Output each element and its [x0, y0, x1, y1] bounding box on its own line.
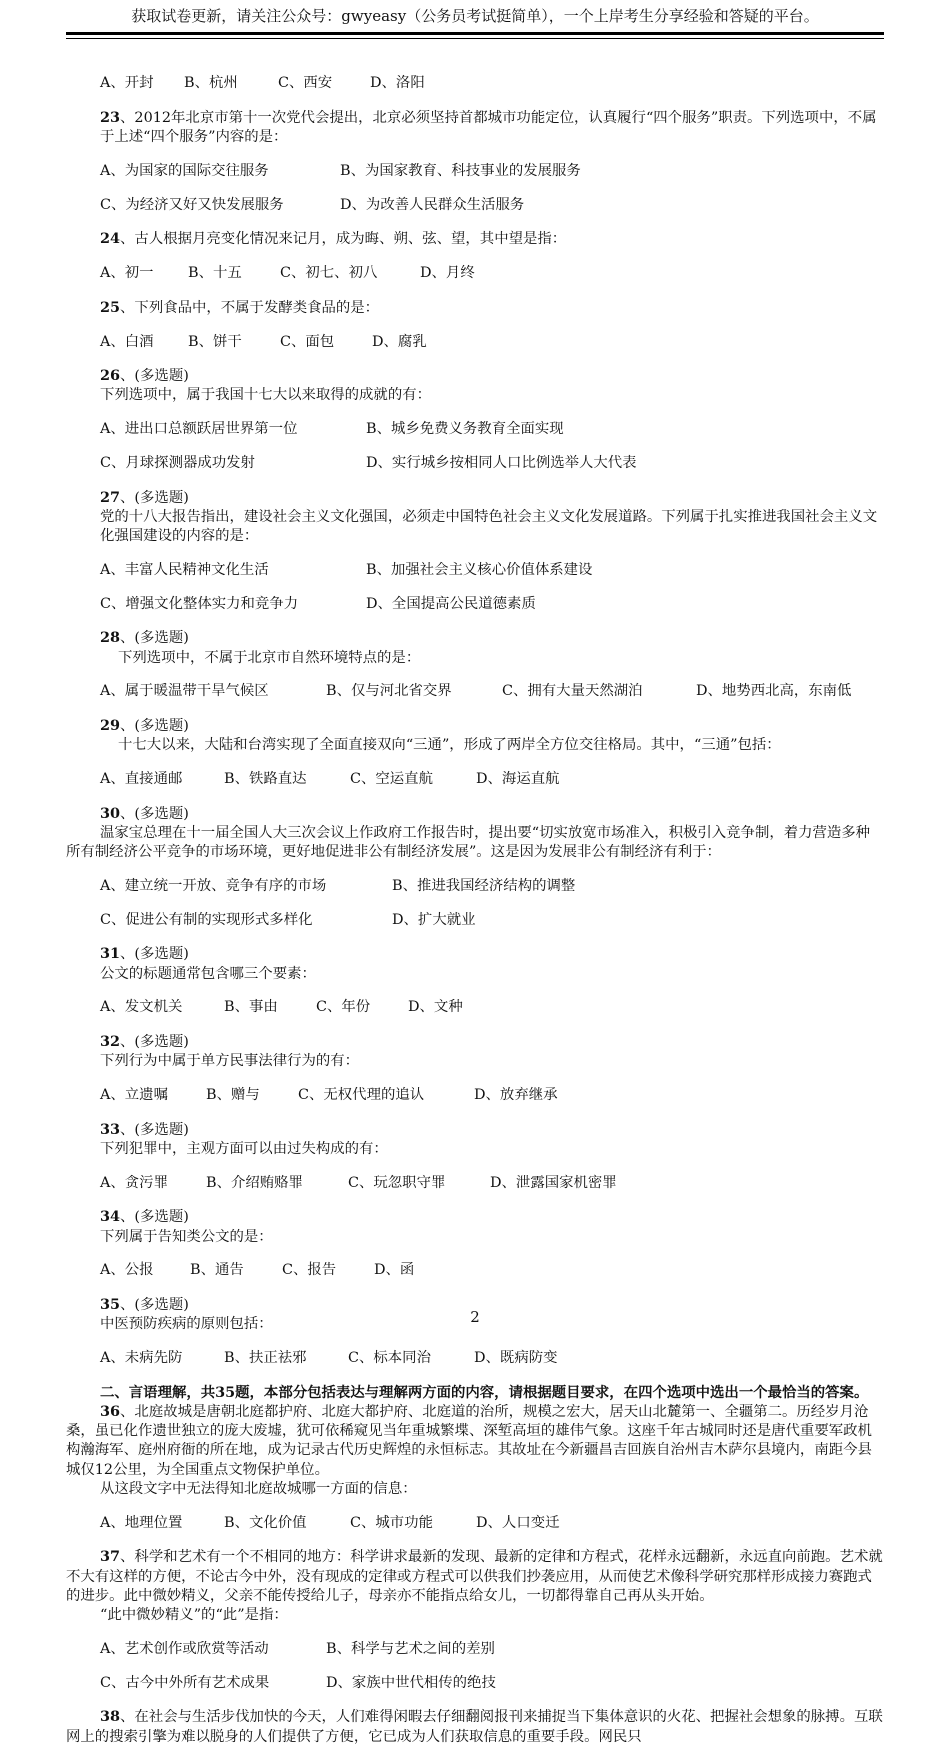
question-number: 28: [100, 629, 121, 647]
question-type: 、(多选题): [120, 1121, 189, 1138]
option: D、扩大就业: [392, 911, 476, 928]
option: A、公报: [100, 1262, 154, 1279]
option: D、为改善人民群众生活服务: [340, 196, 525, 213]
question-number: 38: [100, 1708, 121, 1726]
question-type: 、(多选题): [120, 489, 189, 506]
option: C、年份: [316, 999, 371, 1016]
question-37-prompt: “此中微妙精义”的“此”是指：: [100, 1607, 288, 1624]
question-26-header: [66, 366, 884, 386]
question-27-text: 党的十八大报告指出，建设社会主义文化强国，必须走中国特色社会主义文化发展道路。下列属于扎实推进我国社会主义文化强国建设的内容的是：: [100, 508, 878, 545]
option: C、空运直航: [350, 770, 433, 787]
options-q24: [66, 264, 884, 283]
option: A、地理位置: [100, 1514, 183, 1531]
option: B、科学与艺术之间的差别: [326, 1641, 495, 1657]
option: C、为经济又好又快发展服务: [100, 196, 284, 213]
question-37: [66, 1547, 884, 1606]
question-33-header: [66, 1120, 884, 1140]
question-number: 25: [100, 298, 121, 316]
question-31-text: 公文的标题通常包含哪三个要素：: [100, 965, 316, 982]
question-33-text: 下列犯罪中，主观方面可以由过失构成的有：: [100, 1140, 388, 1157]
option: A、开封: [100, 75, 154, 92]
question-number: 37: [100, 1548, 121, 1566]
option: A、属于暖温带干旱气候区: [100, 683, 269, 700]
option: B、为国家教育、科技事业的发展服务: [340, 163, 581, 180]
question-passage: 、科学和艺术有一个不相同的地方：科学讲求最新的发现、最新的定律和方程式，花样永远翻新，永远直向前跑。艺术就不大有这样的方便，不论古今中外，没有现成的定律或方程式可以供我们抄袭应用，从而使艺术像科学研究那样形成接力赛跑式的进步。此中微妙精义，父亲不能传授给儿子，母亲亦不能指点给女儿，一切都得靠自己再从头开始。: [66, 1549, 883, 1605]
question-30-header: [66, 804, 884, 824]
question-27-header: [66, 488, 884, 508]
options-q37-row2: [66, 1674, 884, 1693]
option: D、地势西北高，东南低: [696, 683, 852, 700]
option: A、贪污罪: [100, 1174, 168, 1191]
options-q26-row1: [66, 420, 884, 439]
option: B、城乡免费义务教育全面实现: [366, 421, 564, 438]
header-rule-thick: [66, 32, 884, 35]
option: D、放弃继承: [474, 1086, 558, 1103]
question-type: 、(多选题): [120, 946, 189, 963]
option: A、未病先防: [100, 1349, 183, 1366]
option: A、建立统一开放、竞争有序的市场: [100, 877, 327, 894]
question-number: 31: [100, 945, 121, 963]
option: C、月球探测器成功发射: [100, 454, 255, 471]
option: B、加强社会主义核心价值体系建设: [366, 561, 593, 578]
option: D、既病防变: [474, 1349, 558, 1366]
option: C、西安: [278, 75, 333, 92]
question-25: [66, 298, 884, 318]
question-30-text: 温家宝总理在十一届全国人大三次会议上作政府工作报告时，提出要“切实放宽市场准入，积极引入竞争制，着力营造多种所有制经济公平竞争的市场环境，更好地促进非公有制经济发展”。这是因为发展非公有制经济有利于：: [66, 824, 871, 861]
option: C、古今中外所有艺术成果: [100, 1674, 270, 1691]
question-number: 36: [100, 1402, 121, 1420]
option: B、事由: [224, 999, 278, 1016]
header-rule-thin: [66, 38, 884, 39]
question-35-text: 中医预防疾病的原则包括：: [100, 1316, 273, 1333]
option: A、初一: [100, 265, 154, 282]
question-38: [66, 1707, 884, 1747]
option: D、月终: [420, 265, 475, 282]
section-heading: 二、言语理解，共35题，本部分包括表达与理解两方面的内容，请根据题目要求，在四个选项中选出一个最恰当的答案。: [100, 1383, 869, 1401]
options-q25: [66, 333, 884, 352]
question-passage: 、北庭故城是唐朝北庭都护府、北庭大都护府、北庭道的治所，规模之宏大，居天山北麓第一、全疆第二。历经岁月沧桑，虽已化作遗世独立的庞大废墟，犹可依稀窥见当年重城繁堞、深堑高垣的雄伟气象。这座千年古城同时还是唐代重要军政机构瀚海军、庭州府衙的所在地，成为记录古代历史辉煌的永恒标志。其故址在今新疆昌吉回族自治州吉木萨尔县境内，南距今县城仅12公里，为全国重点文物保护单位。: [66, 1403, 872, 1478]
question-text: 、古人根据月亮变化情况来记月，成为晦、朔、弦、望，其中望是指：: [120, 231, 567, 248]
options-q33: [66, 1174, 884, 1193]
question-type: 、(多选题): [120, 1033, 189, 1050]
question-29-header: [66, 716, 884, 736]
question-type: 、(多选题): [120, 717, 189, 734]
question-34-header: [66, 1207, 884, 1227]
question-type: 、(多选题): [120, 1209, 189, 1226]
option: B、十五: [188, 265, 242, 282]
options-q37-row1: [66, 1640, 884, 1659]
option: B、介绍贿赂罪: [206, 1174, 303, 1191]
question-type: 、(多选题): [120, 368, 189, 385]
question-36: [66, 1402, 884, 1480]
option: A、发文机关: [100, 999, 183, 1016]
question-34-text: 下列属于告知类公文的是：: [100, 1228, 273, 1245]
option: C、促进公有制的实现形式多样化: [100, 911, 313, 928]
options-q34: [66, 1261, 884, 1280]
question-31-header: [66, 944, 884, 964]
question-type: 、(多选题): [120, 630, 189, 647]
option: B、仅与河北省交界: [326, 683, 452, 700]
question-32-text: 下列行为中属于单方民事法律行为的有：: [100, 1053, 360, 1070]
option: A、直接通邮: [100, 770, 183, 787]
question-passage: 、在社会与生活步伐加快的今天，人们难得闲暇去仔细翻阅报刊来捕捉当下集体意识的火花、把握社会想象的脉搏。互联网上的搜索引擎为难以脱身的人们提供了方便，它已成为人们获取信息的重要手段。网民只: [66, 1709, 883, 1745]
option: B、通告: [190, 1262, 244, 1279]
options-q28: [66, 682, 884, 701]
options-q35: [66, 1349, 884, 1368]
option: B、杭州: [184, 75, 238, 92]
question-text: 、2012年北京市第十一次党代会提出，北京必须坚持首都城市功能定位，认真履行“四个服务”职责。下列选项中，不属于上述“四个服务”内容的是：: [100, 110, 877, 146]
option: A、进出口总额跃居世界第一位: [100, 421, 298, 438]
option: B、饼干: [188, 333, 242, 350]
exam-body: [66, 60, 884, 1747]
question-number: 32: [100, 1032, 121, 1050]
question-number: 26: [100, 367, 121, 385]
option: C、玩忽职守罪: [348, 1174, 446, 1191]
option: D、实行城乡按相同人口比例选举人大代表: [366, 454, 637, 471]
options-q26-row2: [66, 454, 884, 473]
question-text: 、下列食品中，不属于发酵类食品的是：: [120, 299, 380, 316]
options-q31: [66, 998, 884, 1017]
option: B、赠与: [206, 1086, 260, 1103]
option: D、海运直航: [476, 770, 560, 787]
options-q22: [66, 74, 884, 93]
option: C、面包: [280, 333, 335, 350]
question-number: 24: [100, 230, 121, 248]
options-q30-row2: [66, 911, 884, 930]
options-q36: [66, 1514, 884, 1533]
option: B、扶正祛邪: [224, 1349, 307, 1366]
question-29-text: 十七大以来，大陆和台湾实现了全面直接双向“三通”，形成了两岸全方位交往格局。其中，“三通”包括：: [118, 737, 781, 754]
option: D、人口变迁: [476, 1514, 560, 1531]
option: D、洛阳: [370, 75, 425, 92]
page-number: 2: [470, 1308, 480, 1326]
question-number: 27: [100, 488, 121, 506]
option: C、标本同治: [348, 1349, 431, 1366]
options-q32: [66, 1086, 884, 1105]
options-q23-row2: [66, 196, 884, 215]
options-q27-row1: [66, 561, 884, 580]
question-number: 35: [100, 1295, 121, 1313]
question-number: 30: [100, 804, 121, 822]
option: A、丰富人民精神文化生活: [100, 561, 269, 578]
option: A、立遗嘱: [100, 1086, 168, 1103]
question-36-prompt: 从这段文字中无法得知北庭故城哪一方面的信息：: [100, 1481, 417, 1498]
option: B、文化价值: [224, 1514, 307, 1531]
option: D、泄露国家机密罪: [490, 1174, 617, 1191]
option: C、城市功能: [350, 1514, 433, 1531]
question-type: 、(多选题): [120, 1296, 189, 1313]
question-23: [66, 108, 884, 148]
option: D、文种: [408, 999, 463, 1016]
option: D、函: [374, 1262, 415, 1279]
options-q27-row2: [66, 595, 884, 614]
question-24: [66, 229, 884, 249]
question-number: 34: [100, 1208, 121, 1226]
question-28-text: 下列选项中，不属于北京市自然环境特点的是：: [118, 649, 421, 666]
option: C、初七、初八: [280, 265, 378, 282]
option: D、全国提高公民道德素质: [366, 595, 536, 612]
options-q30-row1: [66, 877, 884, 896]
question-number: 23: [100, 109, 121, 127]
question-28-header: [66, 628, 884, 648]
question-number: 29: [100, 716, 121, 734]
option: A、白酒: [100, 333, 154, 350]
header-notice: 获取试卷更新，请关注公众号：gwyeasy（公务员考试挺简单），一个上岸考生分享经验和答疑的平台。: [131, 7, 819, 25]
question-32-header: [66, 1032, 884, 1052]
question-type: 、(多选题): [120, 805, 189, 822]
option: B、推进我国经济结构的调整: [392, 877, 576, 894]
option: D、腐乳: [372, 333, 427, 350]
question-number: 33: [100, 1120, 121, 1138]
option: C、报告: [282, 1262, 337, 1279]
question-26-text: 下列选项中，属于我国十七大以来取得的成就的有：: [100, 387, 431, 404]
option: C、拥有大量天然湖泊: [502, 683, 643, 700]
option: A、艺术创作或欣赏等活动: [100, 1641, 269, 1657]
option: B、铁路直达: [224, 770, 307, 787]
option: A、为国家的国际交往服务: [100, 163, 269, 180]
options-q23-row1: [66, 162, 884, 181]
option: C、无权代理的追认: [298, 1086, 425, 1103]
option: C、增强文化整体实力和竞争力: [100, 595, 299, 612]
options-q29: [66, 770, 884, 789]
option: D、家族中世代相传的绝技: [326, 1674, 496, 1691]
